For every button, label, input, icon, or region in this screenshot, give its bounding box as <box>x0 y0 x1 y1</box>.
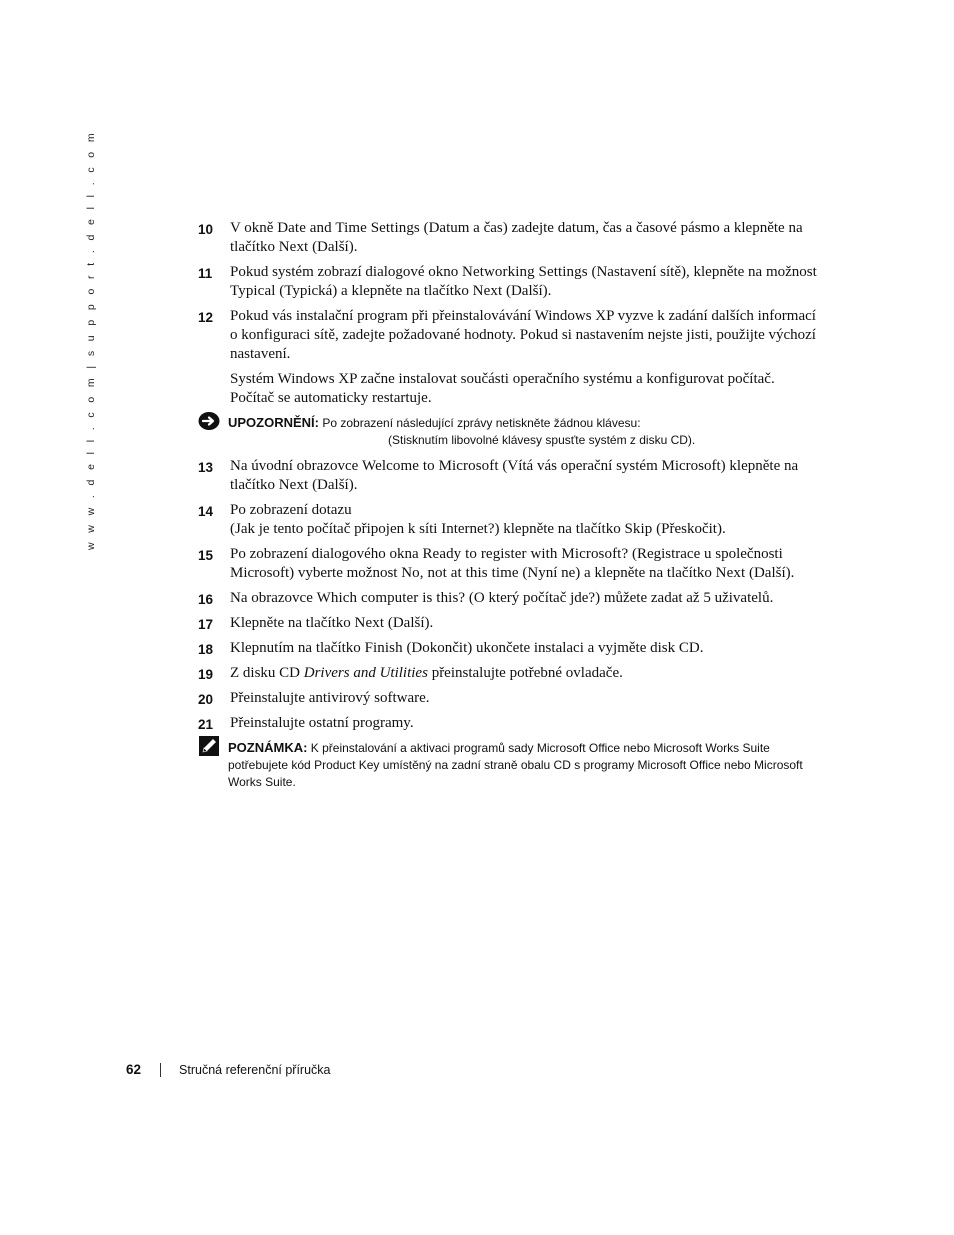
step-16: 16 Na obrazovce Which computer is this? (O který počítač jde?) můžete zadat až 5 uživatelů. <box>198 590 774 607</box>
ui-term: Next <box>278 239 309 255</box>
step-12 <box>198 307 818 408</box>
ui-term: Skip <box>624 521 653 537</box>
step-17: 17 Klepněte na tlačítko Next (Další). <box>198 615 434 632</box>
notice-message: (Stisknutím libovolné klávesy spusťte systém z disku CD). <box>388 433 696 447</box>
media-title: Drivers and Utilities <box>303 665 428 681</box>
step-10: 10 V okně Date and Time Settings (Datum a čas) zadejte datum, čas a časové pásmo a klepněte na tlačítko Next (Další). <box>198 220 803 255</box>
step-paragraph: Pokud vás instalační program při přeinstalovávání Windows XP vyzve k zadání dalších informací o konfiguraci sítě, zadejte požadované hodnoty. Pokud si nastavením nejste jisti, použijte výchozí nastavení. <box>230 308 816 362</box>
step-number: 12 <box>198 310 214 325</box>
notice-block <box>198 414 818 449</box>
step-number: 16 <box>198 592 214 607</box>
step-number: 10 <box>198 222 214 237</box>
ui-term: Finish <box>364 640 403 656</box>
step-19: 19 Z disku CD Drivers and Utilities přeinstalujte potřebné ovladače. <box>198 665 623 682</box>
step-number: 13 <box>198 460 214 475</box>
step-21: 21 Přeinstalujte ostatní programy. <box>198 715 414 732</box>
ui-term: No, not at this time <box>401 565 519 581</box>
step-number: 19 <box>198 667 214 682</box>
notice-icon <box>198 410 220 432</box>
page-number: 62 <box>126 1062 142 1077</box>
note-label: POZNÁMKA: <box>228 740 308 755</box>
ui-term: Welcome to Microsoft <box>362 458 499 474</box>
note-block <box>198 739 818 791</box>
ui-term: Ready to register with Microsoft? <box>422 546 629 562</box>
side-url-text: w w w . d e l l . c o m | s u p p o r t . d e l l . c o m <box>85 129 97 550</box>
step-number: 14 <box>198 504 214 519</box>
step-number: 11 <box>198 266 213 281</box>
step-list <box>198 219 818 799</box>
step-20: 20 Přeinstalujte antivirový software. <box>198 690 430 707</box>
step-number: 21 <box>198 717 214 732</box>
step-15: 15 Po zobrazení dialogového okna Ready to register with Microsoft? (Registrace u společnosti Microsoft) vyberte možnost No, not at this time (Nyní ne) a klepněte na tlačítko Next (Další). <box>198 546 795 581</box>
step-14: 14 Po zobrazení dotazu (Jak je tento počítač připojen k síti Internet?) klepněte na tlačítko Skip (Přeskočit). <box>198 502 726 537</box>
notice-label: UPOZORNĚNÍ: <box>228 415 319 430</box>
ui-term: Next <box>715 565 746 581</box>
step-13: 13 Na úvodní obrazovce Welcome to Microsoft (Vítá vás operační systém Microsoft) klepněte na tlačítko Next (Další). <box>198 458 799 493</box>
page-footer <box>126 1062 626 1077</box>
footer-title: Stručná referenční příručka <box>179 1062 331 1077</box>
footer-divider <box>160 1063 161 1077</box>
ui-term: Typical <box>230 283 276 299</box>
step-number: 18 <box>198 642 214 657</box>
note-text: K přeinstalování a aktivaci programů sady Microsoft Office nebo Microsoft Works Suite potřebujete kód Product Key umístěný na zadní straně obalu CD s programy Microsoft Office nebo Microsoft Works Suite. <box>228 741 803 789</box>
notice-text: Po zobrazení následující zprávy netiskněte žádnou klávesu: <box>319 416 641 430</box>
ui-term: Next <box>278 477 309 493</box>
ui-term: Which computer is this? <box>316 590 466 606</box>
ui-term: Next <box>354 615 385 631</box>
step-number: 17 <box>198 617 214 632</box>
step-number: 15 <box>198 548 214 563</box>
step-11: 11 Pokud systém zobrazí dialogové okno Networking Settings (Nastavení sítě), klepněte na možnost Typical (Typická) a klepněte na tlačítko Next (Další). <box>198 264 817 299</box>
ui-term: Networking Settings <box>462 264 588 280</box>
note-pencil-icon <box>198 735 220 757</box>
step-number: 20 <box>198 692 214 707</box>
step-paragraph: Systém Windows XP začne instalovat součásti operačního systému a konfigurovat počítač. Počítač se automaticky restartuje. <box>230 371 775 406</box>
step-18: 18 Klepnutím na tlačítko Finish (Dokončit) ukončete instalaci a vyjměte disk CD. <box>198 640 704 657</box>
ui-term: Next <box>472 283 503 299</box>
ui-term: Date and Time Settings <box>277 220 420 236</box>
